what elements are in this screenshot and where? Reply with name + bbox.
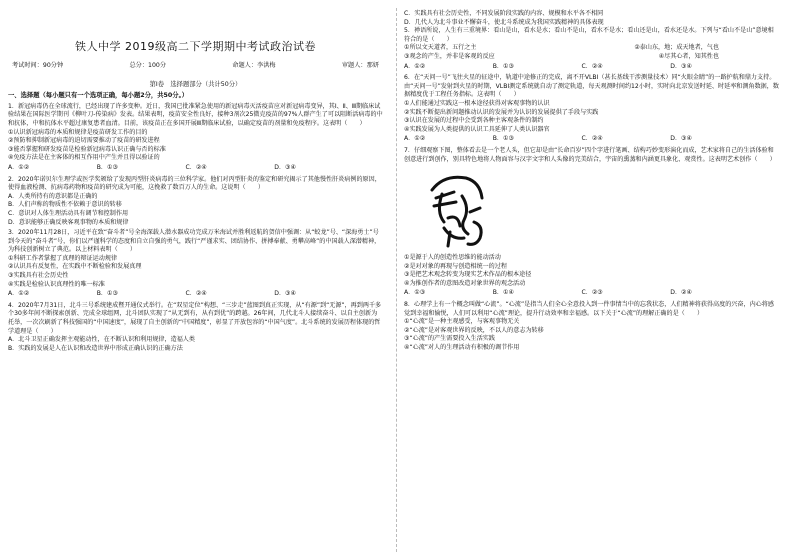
q6-statement-3: ③认识在发展的过程中会受到各种主客观条件的制约 (404, 117, 544, 125)
q8-statement-4: ④“心流”对人的生理活动有积极的调节作用 (404, 344, 520, 352)
exam-title: 铁人中学 2019级高二下学期期中考试政治试卷 (75, 40, 316, 53)
q5-answer-b: B．①③ (492, 62, 514, 70)
q6-answers (404, 135, 779, 144)
q2-option-d: D．意识能够正确反映客观事物的本质和规律 (8, 218, 129, 226)
q7-answer-a: A．①③ (404, 289, 426, 297)
q7-answer-c: C．②③ (581, 289, 603, 297)
q4-option-d: D．几代人为北斗事业不懈奋斗，使北斗系统成为我国实践精神的具体表现 (404, 18, 604, 26)
column-divider (396, 8, 397, 552)
question-2: 2．2020年诺贝尔生理学或医学奖颁给了发现丙型肝炎病毒的三位科学家。他们对丙型肝炎的鉴定和研究揭示了其他慢性肝炎病例的原因，使得血液检测、抗病毒药物和疫苗的研究成为可能，这挽救了数百万人的生命。这说明（ ） (8, 175, 381, 192)
q3-statement-2: ②认识具有反复性，在实践中不断检验和发展真理 (8, 263, 142, 271)
q1-statement-2: ②预防和抑制新冠病毒的迫切需要推动了疫苗的研发进程 (8, 137, 160, 145)
q7-statement-1: ①是源于人的创造性思维的能动活动 (404, 254, 501, 262)
right-column (404, 10, 779, 353)
q3-answers (8, 290, 383, 299)
q1-answers (8, 164, 383, 173)
question-5: 5．禅语所说，人生有三重境界：看山是山，看水是水；看山不是山，看水不是水；看山还是山，看水还是水。下列与“看山不是山”意境相符合的是（ ） (404, 27, 774, 43)
q7-statement-2: ②是对对象的再现与创造相统一的过程 (404, 262, 507, 270)
q5-answers (404, 63, 779, 72)
q1-answer-c: C．②④ (185, 163, 207, 171)
q4-option-a: A．北斗卫星正确发挥主观能动性，在不断认识和利用规律，造福人类 (8, 336, 195, 344)
question-4: 4．2020年7月31日，北斗三号系统建成暨开通仪式举行。在“双星定位”构想、“三步走”蓝图到真正实现，从“有源”到“无源”，再到两千多个30多年间不断探索创新、完成全球组网，北斗团队实现了“从无到有，从有到优”的跨越。26年间，几代北斗人接续奋斗、以自主创新为托举，一次次刷新了科技强国的“中国速度”，展现了自主创新的“中国精度”，彰显了开放包容的“中国气度”。北斗系统的发展历程体现的哲学道理是（ ） (8, 301, 382, 335)
q2-option-b: B．人们声称的物质性不依赖于意识的转移 (8, 201, 122, 209)
question-8: 8．心理学上有一个概念叫做“心流”。“心流”是指当人们全心全意投入到一件事情当中的忘我状态，人们精神将获得高度的兴奋，内心将感觉到幸福和愉悦，人们可以利用“心流”理论，提升行动效率和幸福感。以下关于“心流”的理解正确的是（ ） (404, 301, 774, 317)
q8-statement-3: ③“心流”的产生需要投入生活实践 (404, 335, 495, 343)
q5-answer-c: C．②④ (581, 62, 603, 70)
q5-statement-2: ②泰山东，地；成天地者，气也 (634, 44, 719, 52)
q1-statement-4: ④免疫方法是在主客体的相互作用中产生并且得以验证的 (8, 154, 160, 162)
q5-statement-3: ③观念的产生，并非是客观的反应 (404, 52, 495, 60)
q3-answer-b: B．①③ (96, 290, 118, 298)
q1-answer-a: A．①② (8, 163, 30, 171)
exam-meta (12, 62, 379, 71)
calligraphy-head-illustration (414, 168, 779, 250)
section-heading: 一、选择题（每小题只有一个选项正确，每小题2分，共50分。） (8, 92, 189, 100)
q4-option-c: C．实践具有社会历史性，不同发展阶段实践的内容、规模和水平各不相同 (404, 10, 604, 17)
q6-answer-a: A．①② (404, 135, 426, 143)
q6-answer-b: B．①③ (492, 135, 514, 143)
q7-statement-4: ④为推创作者的意图改造对象世界的观念活动 (404, 279, 526, 287)
q6-statement-1: ①人们能通过实践这一根本途径获得对客观事物的认识 (404, 99, 550, 107)
question-3: 3．2020年11月28日，习近平在致“奋斗者”号全海深载人潜水器成功完成万米海试并胜利返航的贺信中强调：从“蛟龙”号、“深海勇士”号到今天的“奋斗者”号，你们以严谨科学的态度和自立自强的勇气，践行“严谨求实、团结协作、拼搏奉献、勇攀高峰”的中国载人深潜精神，为科技创新树立了典范。以上材料表明（ ） (8, 229, 381, 254)
left-column (8, 10, 383, 353)
q7-statement-3: ③是把艺术观念转变为现实艺术作品的根本途径 (404, 271, 532, 279)
q2-option-c: C．意识对人体生理活动具有调节和控制作用 (8, 209, 129, 217)
q6-answer-c: C．②④ (581, 135, 603, 143)
q5-statement-1: ①所以文天道者，五行之主 (404, 44, 477, 52)
q3-statement-1: ①科研工作者掌握了真理的辩证运动规律 (8, 254, 118, 262)
q1-answer-d: D．③④ (274, 163, 296, 171)
question-1: 1．新冠病毒仍在全球流行，已经出现了许多变种。近日，我国已批准紧急使用的新冠病毒灭活疫苗应对新冠病毒变异，其Ⅰ、Ⅱ、Ⅲ期临床试验结果在国际医学期刊《柳叶刀-传染病》发表。结果表明，疫苗安全性良好，接种3剂次25微克疫苗的97%人群产生了可以阻断活病毒的中和抗体，中和抗体水平超过康复患者血清。目前，该疫苗正在多国开展Ⅲ期临床试验，以确定疫苗的剂量和免疫程序。这表明（ ） (8, 102, 383, 127)
q6-statement-4: ④实践发展为人类提供的认识工具延伸了人类认识器官 (404, 125, 550, 133)
q2-option-a: A．人类所持有的意识都是正确的 (8, 192, 98, 200)
q3-statement-3: ③实践具有社会历史性 (8, 272, 69, 280)
question-7: 7．仔细观察下图，整体看去是一个老人头，但它却是由“长命百岁”四个字进行笔画、结构巧妙变形演化而成，艺术家将自己的生活体验和创意进行到创作，别具特色地将人物面容与汉字文字和人头像的完美结合，宇宙的熏蒸和内涵更具象化、观赏性。这表明艺术创作（ ） (404, 146, 776, 163)
q3-statement-4: ④实践是检验认识真理性的唯一标准 (8, 280, 105, 288)
q7-answer-b: B．①④ (492, 289, 514, 297)
q1-answer-b: B．①③ (96, 163, 118, 171)
q8-statement-2: ②“心流”是对客观世界的反映，不以人的意志为转移 (404, 326, 544, 334)
q6-answer-d: D．③④ (670, 135, 692, 143)
q5-statements-row-2 (404, 53, 779, 62)
q8-statement-1: ①“心流”是一种主观感受，与客观事物无关 (404, 318, 520, 326)
q5-statement-4: ④尽其心者，知其性也 (658, 52, 719, 60)
exam-score: 总分：100分 (129, 62, 167, 69)
q1-statement-1: ①认识新冠病毒的本质和规律是疫苗研发工作的目的 (8, 128, 148, 136)
q3-answer-a: A．①② (8, 290, 30, 298)
exam-reviewer: 审题人：那妍 (341, 62, 379, 69)
part-heading: 第Ⅰ卷 选择题部分（共计50分） (149, 80, 242, 88)
q7-answers (404, 289, 779, 298)
q3-answer-c: C．②④ (185, 290, 207, 298)
q5-answer-a: A．①② (404, 62, 426, 70)
q7-answer-d: D．②④ (670, 289, 692, 297)
question-6: 6．在“天问一号”飞往火星的征途中，轨道中途修正的完成，离不开VLBI（甚长基线干涉测量技术）同“火眼金睛”的一路护航和鼎力支持。由“天问一号”发射到火星的时期，VLBI测定系统就自动了测定轨道，每天观测时间约12小时，实时向北京发送时延、时延率和测角数据，数据精度优于工程任务指标。这表明（ ） (404, 74, 779, 99)
q1-statement-3: ③能否掌握和研发疫苗是检验新冠病毒认识正确与否的标准 (8, 145, 166, 153)
q5-answer-d: D．③④ (670, 62, 692, 70)
exam-setter: 命题人：李洪梅 (232, 62, 276, 69)
q6-statement-2: ②实践不断提出新问题推动认识的发展并为认识的发展提供了手段与实践 (404, 108, 599, 116)
exam-time: 考试时间：90分钟 (12, 62, 64, 69)
q4-option-b: B．实践的发展是人在认识和改造世界中形成正确认识的正确方法 (8, 344, 183, 352)
old-man-head-icon (414, 168, 494, 250)
q3-answer-d: D．③④ (274, 290, 296, 298)
q5-statements-row-1 (404, 44, 779, 53)
